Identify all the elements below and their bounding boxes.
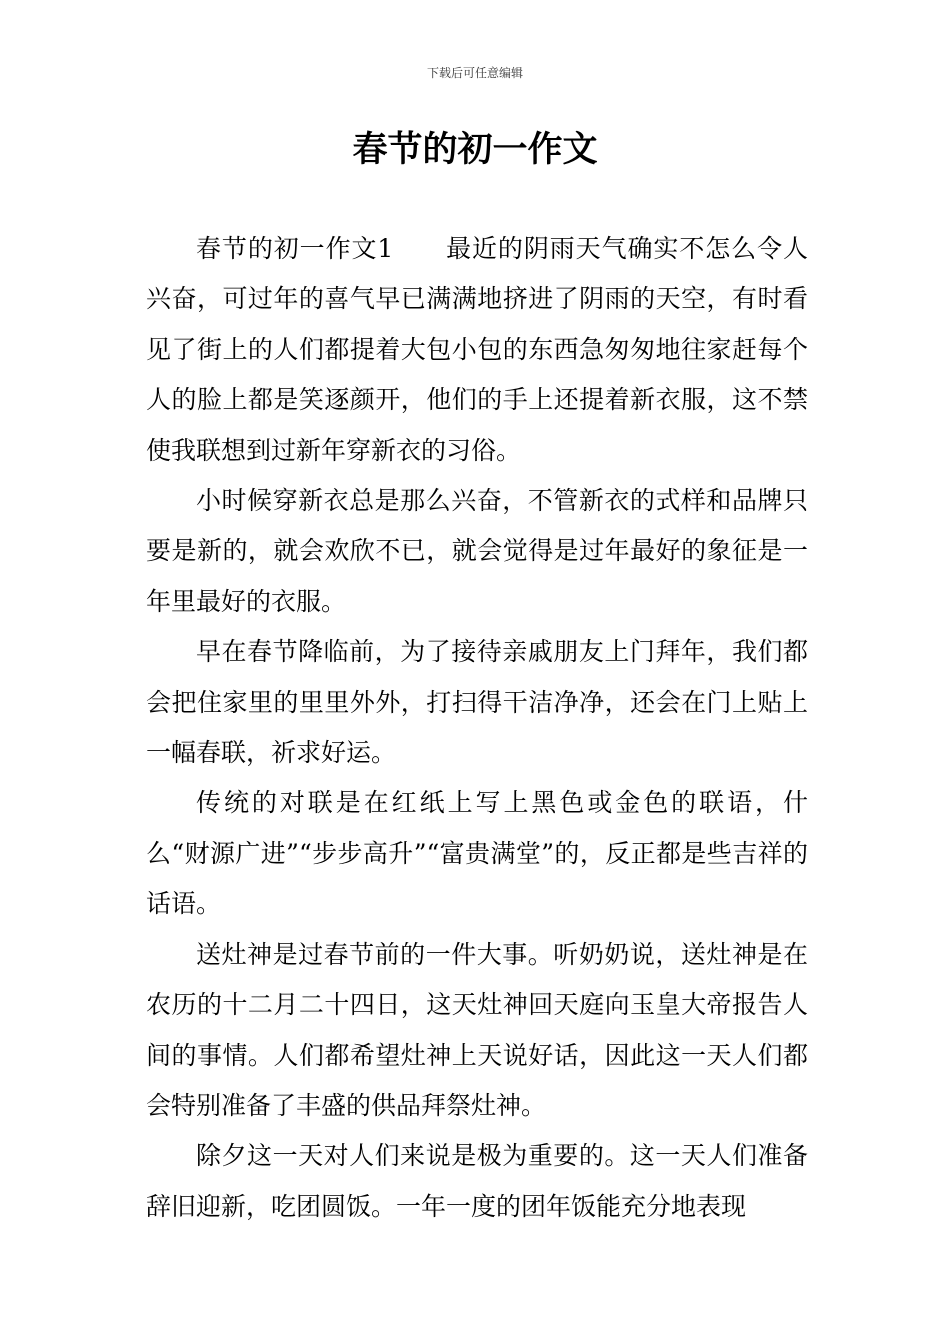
paragraph-5: 送灶神是过春节前的一件大事。听奶奶说，送灶神是在农历的十二月二十四日，这天灶神回天庭向玉皇大帝报告人间的事情。人们都希望灶神上天说好话，因此这一天人们都会特别准备了丰盛的供品拜祭灶神。 [146,939,808,1120]
paragraph-4: 传统的对联是在红纸上写上黑色或金色的联语，什么“财源广进”“步步高升”“富贵满堂”的，反正都是些吉祥的话语。 [146,788,808,919]
paragraph-2: 小时候穿新衣总是那么兴奋，不管新衣的式样和品牌只要是新的，就会欢欣不已，就会觉得是过年最好的象征是一年里最好的衣服。 [146,486,808,616]
body-text [146,224,808,1232]
paragraph-1: 春节的初一作文1 最近的阴雨天气确实不怎么令人兴奋，可过年的喜气早已满满地挤进了阴雨的天空，有时看见了街上的人们都提着大包小包的东西急匆匆地往家赶每个人的脸上都是笑逐颜开，他们的手上还提着新衣服，这不禁使我联想到过新年穿新衣的习俗。 [146,234,808,465]
paragraph-3: 早在春节降临前，为了接待亲戚朋友上门拜年，我们都会把住家里的里里外外，打扫得干洁净净，还会在门上贴上一幅春联，祈求好运。 [146,637,808,768]
document-title: 春节的初一作文 [352,129,598,170]
header-note: 下载后可任意编辑 [426,66,523,80]
paragraph-6: 除夕这一天对人们来说是极为重要的。这一天人们准备辞旧迎新，吃团圆饭。一年一度的团年饭能充分地表现 [146,1141,808,1221]
